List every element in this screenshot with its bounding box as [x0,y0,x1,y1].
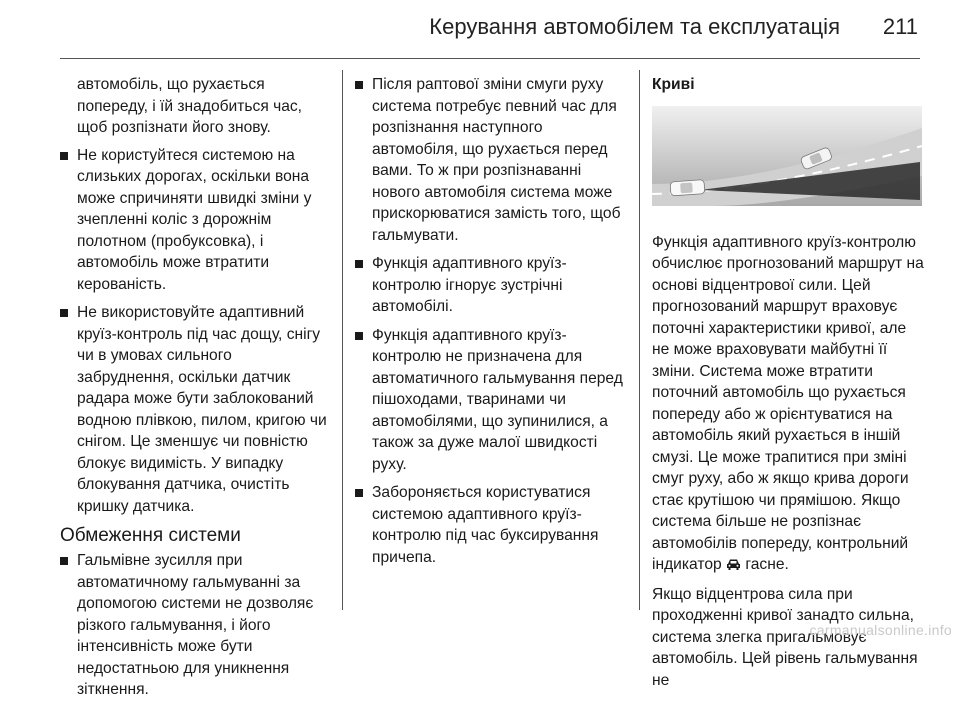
curves-text-end: гасне. [745,556,789,573]
intro-paragraph: автомобіль, що рухається попереду, і їй знадобиться час, щоб розпізнати його знову. [77,76,303,136]
curve-road-illustration [652,106,922,206]
curves-text: Функція адаптивного круїз-контролю обчислює прогнозований маршрут на основі відцентрової сили. Цей прогнозований маршрут враховує поточні характеристики кривої, але не може враховувати майбутні її зміни. Система може втратити поточний автомобіль що рухається попереду або ж орієнтуватися на автомобіль який рухається в іншій смузі. Це може трапитися при зміні смуг руху, або ж якщо крива дороги стає крутішою чи прямішою. Якщо система більше не розпізнає автомобілів попереду, контрольний індикатор [652,233,924,573]
column-1 [60,74,330,708]
centrifugal-paragraph: Якщо відцентрова сила при проходженні кривої занадто сильна, система злегка пригальмовує автомобіль. Цей рівень гальмування не [652,585,918,689]
page-header [0,0,960,58]
column-divider [639,70,640,610]
list-item: Забороняється користуватися системою адаптивного круїз-контролю під час буксирування причепа. [355,482,627,568]
column-3 [652,74,924,697]
list-item: Не використовуйте адаптивний круїз-контроль під час дощу, снігу чи в умовах сильного забруднення, оскільки датчик радара може бути заблокований водною плівкою, пилом, кригою чи снігом. Це зменшує чи повністю блокує видимість. У випадку блокування датчика, очистіть кришку датчика. [60,302,330,517]
bullet-list [60,145,330,518]
column-divider [342,70,343,610]
header-title: Керування автомобілем та експлуатація [429,14,840,39]
section-heading: Обмеження системи [60,525,241,546]
list-item: Функція адаптивного круїз-контролю ігнорує зустрічні автомобілі. [355,253,627,318]
list-item: Функція адаптивного круїз-контролю не призначена для автоматичного гальмування перед пішоходами, тваринами чи автомобілями, що зупинилися, а також за дуже малої швидкості руху. [355,325,627,476]
bullet-list [60,550,330,701]
vehicle-ahead-icon [726,556,741,578]
bullet-list [355,74,627,568]
curve-illustration [652,106,922,206]
list-item: Не користуйтеся системою на слизьких дорогах, оскільки вона може спричиняти швидкі зміни у зчепленні коліс з дорожнім полотном (пробуксовка), і автомобіль може втратити керованість. [60,145,330,296]
list-item: Після раптової зміни смуги руху система потребує певний час для розпізнання наступного автомобіля, що рухається перед вами. То ж при розпізнаванні нового автомобіля система може прискорюватися замість того, щоб гальмувати. [355,74,627,246]
watermark: carmanualsonline.info [809,622,952,638]
curves-paragraph [652,232,924,578]
list-item: Гальмівне зусилля при автоматичному гальмуванні за допомогою системи не дозволяє різкого гальмування, і його інтенсивність може бути недостатньою для уникнення зіткнення. [60,550,330,701]
page-number: 211 [882,14,918,39]
column-2 [355,74,627,575]
subsection-heading: Криві [652,76,695,93]
header-divider [60,58,920,59]
